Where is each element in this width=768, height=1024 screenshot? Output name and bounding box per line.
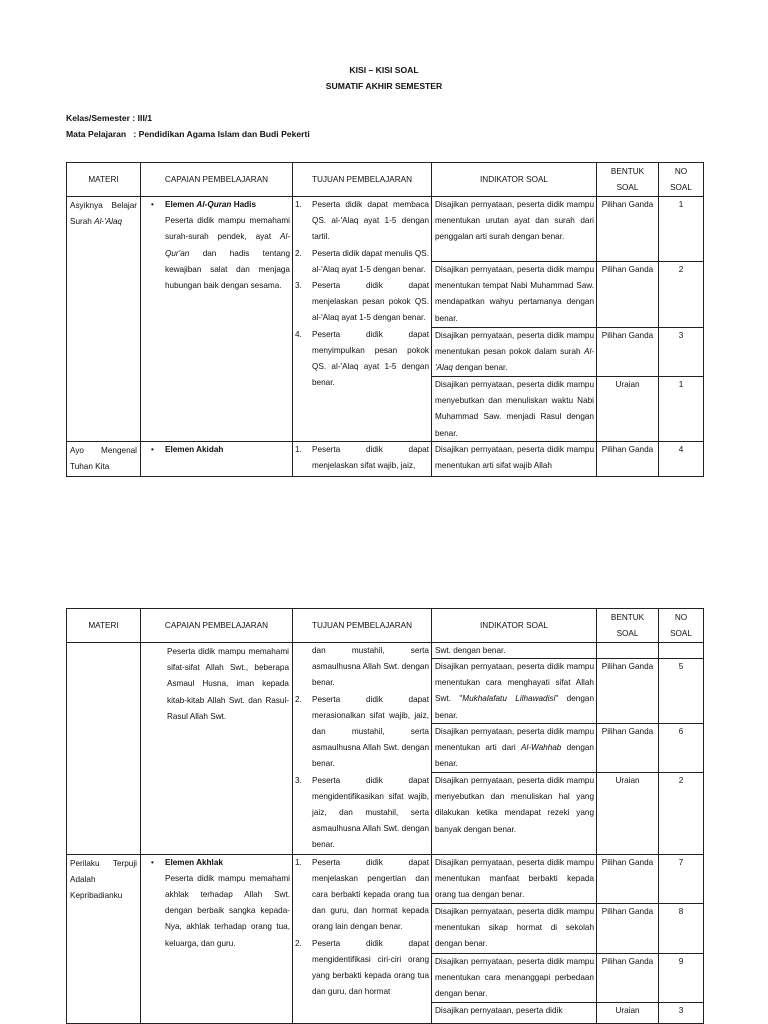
materi-cell: Asyiknya Belajar Surah Al-'Alaq bbox=[67, 197, 141, 442]
capaian-cell bbox=[141, 442, 293, 477]
table-row bbox=[67, 643, 704, 855]
indikator-item: Disajikan pernyataan, peserta didik mampu menentukan cara menanggapi perbedaan dengan benar. bbox=[432, 954, 596, 1003]
bentuk-item: Pilihan Ganda bbox=[597, 855, 658, 904]
tujuan-item: 2. Peserta didik dapat mengidentifikasi ciri-ciri orang yang berbakti kepada orang tua dan guru, dan hormat bbox=[295, 938, 429, 997]
bentuk-item: Pilihan Ganda bbox=[597, 659, 658, 724]
no-item: 4 bbox=[678, 445, 684, 454]
bentuk-cell bbox=[597, 643, 659, 855]
indikator-item: Disajikan pernyataan, peserta didik mampu menentukan pesan pokok dalam surah Al-'Alaq dengan benar. bbox=[432, 328, 596, 377]
header-no-soal: NO SOAL bbox=[659, 163, 704, 197]
mapel-line bbox=[66, 129, 310, 139]
header-tujuan: TUJUAN PEMBELAJARAN bbox=[293, 163, 432, 197]
kisi-table-1 bbox=[66, 162, 704, 477]
table-row bbox=[67, 197, 704, 442]
no-cell bbox=[659, 643, 704, 855]
table-row bbox=[67, 442, 704, 477]
header-capaian: CAPAIAN PEMBELAJARAN bbox=[141, 609, 293, 643]
indikator-item: Disajikan pernyataan, peserta didik mampu menentukan tempat Nabi Muhammad Saw. mendapatkan wahyu pertamanya dengan benar. bbox=[432, 262, 596, 328]
no-cell bbox=[659, 197, 704, 442]
header-indikator: INDIKATOR SOAL bbox=[432, 609, 597, 643]
table-header-row bbox=[67, 609, 704, 643]
indikator-item: Swt. dengan benar. bbox=[432, 643, 596, 659]
no-item: 5 bbox=[659, 659, 703, 724]
indikator-item: Disajikan pernyataan, peserta didik mampu menyebutkan dan menuliskan waktu Nabi Muhammad Saw. menjadi Rasul dengan benar. bbox=[435, 380, 594, 438]
header-indikator: INDIKATOR SOAL bbox=[432, 163, 597, 197]
no-item: 2 bbox=[659, 262, 703, 328]
table-header-row bbox=[67, 163, 704, 197]
no-item bbox=[659, 643, 703, 659]
no-item: 1 bbox=[659, 197, 703, 262]
capaian-cell bbox=[141, 854, 293, 1023]
header-bentuk-soal: BENTUK SOAL bbox=[597, 609, 659, 643]
no-item: 2 bbox=[678, 776, 684, 785]
no-item: 8 bbox=[659, 904, 703, 954]
bentuk-item: Pilihan Ganda bbox=[597, 197, 658, 262]
header-materi: MATERI bbox=[67, 609, 141, 643]
indikator-cell bbox=[432, 854, 597, 1023]
table-row bbox=[67, 854, 704, 1023]
tujuan-item: 3. Peserta didik dapat menjelaskan pesan pokok QS. al-'Alaq ayat 1-5 dengan benar. bbox=[295, 281, 429, 323]
indikator-item: Disajikan pernyataan, peserta didik mampu menentukan urutan ayat dan surah dari penggalan arti surah dengan benar. bbox=[432, 197, 596, 262]
bentuk-item: Pilihan Ganda bbox=[597, 904, 658, 954]
tujuan-cell bbox=[293, 643, 432, 855]
kelas-label: Kelas/Semester bbox=[66, 113, 131, 123]
materi-cell: Ayo Mengenal Tuhan Kita bbox=[67, 442, 141, 477]
bentuk-item: Pilihan Ganda bbox=[597, 954, 658, 1003]
indikator-item: Disajikan pernyataan, peserta didik mampu menentukan cara menghayati sifat Allah Swt. "Mukhalafatu Lilhawadisi" dengan benar. bbox=[432, 659, 596, 724]
document-title: KISI – KISI SOAL bbox=[349, 65, 419, 75]
tujuan-item: dan mustahil, serta asmaulhusna Allah Swt. dengan benar. bbox=[312, 646, 429, 688]
no-item: 7 bbox=[659, 855, 703, 904]
bentuk-item: Uraian bbox=[615, 380, 640, 389]
header-no-soal: NO SOAL bbox=[659, 609, 704, 643]
bentuk-item: Pilihan Ganda bbox=[601, 445, 654, 454]
bentuk-cell bbox=[597, 442, 659, 477]
kelas-value: : III/1 bbox=[132, 113, 153, 123]
tujuan-item: 1. Peserta didik dapat menjelaskan pengertian dan cara berbakti kepada orang tua dan guru, dan hormat kepada orang lain dengan benar. bbox=[295, 857, 429, 932]
document-subtitle: SUMATIF AKHIR SEMESTER bbox=[325, 81, 443, 91]
elemen-item: • Elemen Akhlak Peserta didik mampu memahami akhlak terhadap Allah Swt. dengan berbaik sangka kepada-Nya, akhlak terhadap orang tua, keluarga, dan guru. bbox=[151, 855, 290, 952]
indikator-item: Disajikan pernyataan, peserta didik mampu menentukan manfaat berbakti kepada orang tua dengan benar. bbox=[432, 855, 596, 904]
kisi-table-2 bbox=[66, 608, 704, 1024]
no-item: 9 bbox=[659, 954, 703, 1003]
tujuan-cell bbox=[293, 442, 432, 477]
bentuk-item: Pilihan Ganda bbox=[597, 724, 658, 773]
indikator-item: Disajikan pernyataan, peserta didik mampu menentukan sikap hormat di sekolah dengan benar. bbox=[432, 904, 596, 954]
bentuk-cell bbox=[597, 197, 659, 442]
tujuan-cell bbox=[293, 197, 432, 442]
bentuk-item: Pilihan Ganda bbox=[597, 328, 658, 377]
indikator-cell bbox=[432, 643, 597, 855]
materi-cell: Perilaku Terpuji Adalah Kepribadianku bbox=[67, 854, 141, 1023]
bentuk-cell bbox=[597, 854, 659, 1023]
capaian-cell bbox=[141, 197, 293, 442]
tujuan-item: 3. Peserta didik dapat mengidentifikasikan sifat wajib, jaiz, dan mustahil, serta asmaulhusna Allah Swt. dengan benar. bbox=[295, 775, 429, 850]
indikator-item: Disajikan pernyataan, peserta didik mampu menyebutkan dan menuliskan hal yang dilakukan ketika mendapat rezeki yang banyak dengan benar. bbox=[435, 776, 594, 834]
bentuk-item: Pilihan Ganda bbox=[597, 262, 658, 328]
bentuk-item: Uraian bbox=[615, 776, 640, 785]
mapel-label: Mata Pelajaran bbox=[66, 129, 127, 139]
capaian-cell: Peserta didik mampu memahami sifat-sifat Allah Swt., beberapa Asmaul Husna, iman kepada kitab-kitab Allah Swt. dan Rasul-Rasul Allah Swt. bbox=[141, 643, 293, 855]
tujuan-cell bbox=[293, 854, 432, 1023]
tujuan-item: 2. Peserta didik dapat merasionalkan sifat wajib, jaiz, dan mustahil, serta asmaulhusna Allah Swt. dengan benar. bbox=[295, 694, 429, 769]
indikator-item: Disajikan pernyataan, peserta didik bbox=[435, 1005, 563, 1015]
tujuan-item: 2. Peserta didik dapat menulis QS. al-'Alaq ayat 1-5 dengan benar. bbox=[295, 248, 429, 274]
header-capaian: CAPAIAN PEMBELAJARAN bbox=[141, 163, 293, 197]
materi-cell bbox=[67, 643, 141, 855]
no-item: 1 bbox=[678, 380, 684, 389]
header-bentuk-soal: BENTUK SOAL bbox=[597, 163, 659, 197]
elemen-item: • Elemen Akidah bbox=[151, 442, 290, 458]
elemen-item: • Elemen Al-Quran Hadis Peserta didik mampu memahami surah-surah pendek, ayat Al-Qur'an dan hadis tentang kewajiban salat dan menjaga hubungan baik dengan sesama. bbox=[151, 197, 290, 294]
indikator-item: Disajikan pernyataan, peserta didik mampu menentukan arti dari Al-Wahhab dengan benar. bbox=[432, 724, 596, 773]
header-materi: MATERI bbox=[67, 163, 141, 197]
indikator-item: Disajikan pernyataan, peserta didik mampu menentukan arti sifat wajib Allah bbox=[435, 445, 594, 471]
tujuan-item: 1. Peserta didik dapat menjelaskan sifat wajib, jaiz, bbox=[295, 445, 429, 471]
no-item: 3 bbox=[678, 1005, 684, 1015]
no-item: 6 bbox=[659, 724, 703, 773]
tujuan-item: 1. Peserta didik dapat membaca QS. al-'Alaq ayat 1-5 dengan tartil. bbox=[295, 200, 429, 242]
mapel-value: : Pendidikan Agama Islam dan Budi Pekerti bbox=[133, 129, 310, 139]
indikator-cell bbox=[432, 197, 597, 442]
no-item: 3 bbox=[659, 328, 703, 377]
indikator-cell bbox=[432, 442, 597, 477]
no-cell bbox=[659, 442, 704, 477]
kelas-line bbox=[66, 113, 152, 123]
bentuk-item: Uraian bbox=[615, 1005, 640, 1015]
tujuan-item: 4. Peserta didik dapat menyimpulkan pesan pokok QS. al-'Alaq ayat 1-5 dengan benar. bbox=[295, 329, 429, 388]
header-tujuan: TUJUAN PEMBELAJARAN bbox=[293, 609, 432, 643]
bentuk-item bbox=[597, 643, 658, 659]
no-cell bbox=[659, 854, 704, 1023]
